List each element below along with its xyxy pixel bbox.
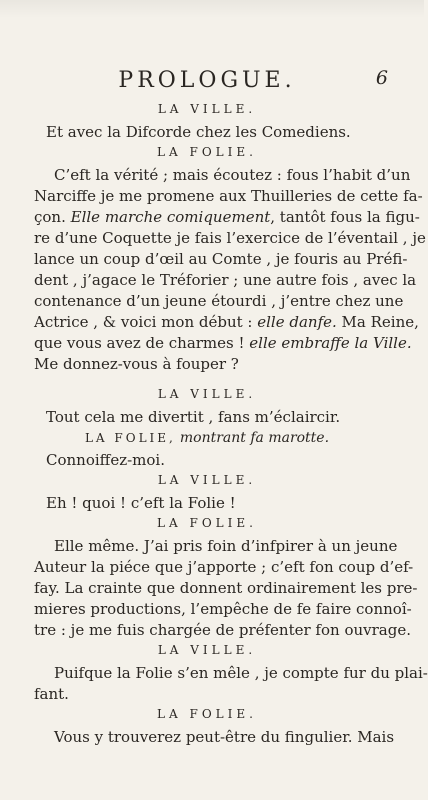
text-line-22: Vous y trouverez peut-être du fingulier. Mais: [54, 728, 395, 746]
text-line-14: Eh ! quoi ! c’eft la Folie !: [46, 494, 236, 512]
page-number: 6: [375, 67, 388, 89]
text-line-9-pre: Actrice , & voici mon début :: [34, 313, 258, 331]
text-line-3: Narciffe je me promene aux Thuilleries de cette fa-: [34, 187, 423, 205]
text-line-10-pre: que vous avez de charmes !: [34, 334, 250, 352]
text-line-12: Tout cela me divertit , fans m’éclaircir.: [46, 408, 341, 426]
text-line-10: [34, 333, 412, 354]
text-line-18: mieres productions, l’empêche de fe faire connoî-: [34, 600, 412, 618]
text-line-20: Puifque la Folie s’en mêle , je compte fur du plai-: [54, 664, 428, 682]
text-line-19: tre : je me fuis chargée de préfenter fon ouvrage.: [34, 621, 411, 639]
text-line-1: Et avec la Difcorde chez les Comediens.: [46, 123, 351, 141]
text-line-9-post: Ma Reine,: [336, 313, 419, 331]
stage-direction-1: Elle marche comiquement: [70, 208, 271, 226]
speaker-la-ville-3: LA VILLE.: [157, 473, 257, 487]
speaker-la-folie-3: LA FOLIE.: [157, 516, 257, 530]
text-line-7: dent , j’agace le Tréforier ; une autre fois , avec la: [34, 271, 417, 289]
stage-direction-2: elle danfe.: [257, 313, 337, 331]
stage-direction-4: montrant fa marotte.: [179, 430, 330, 446]
text-line-9: [34, 312, 419, 333]
text-line-6: lance un coup d’œil au Comte , je fouris au Préfi-: [34, 250, 408, 268]
speaker-la-ville-1: LA VILLE.: [157, 102, 257, 116]
text-line-21: fant.: [34, 685, 69, 703]
text-line-4: [34, 207, 420, 228]
text-line-4-pre: çon.: [34, 208, 71, 226]
text-line-8: contenance d’un jeune étourdi , j’entre chez une: [34, 292, 404, 310]
text-line-15: Elle même. J’ai pris foin d’infpirer à un jeune: [54, 537, 398, 555]
text-line-11: Me donnez-vous à fouper ?: [34, 355, 239, 373]
text-line-4-post: , tantôt fous la figu-: [270, 208, 420, 226]
speaker-la-folie-2-name: LA FOLIE,: [84, 431, 176, 445]
speaker-la-folie-2: [34, 430, 380, 446]
page-header: [34, 67, 388, 96]
stage-direction-3: elle embraffe la Ville.: [249, 334, 412, 352]
text-line-13: Connoiffez-moi.: [46, 451, 165, 469]
speaker-la-folie-4: LA FOLIE.: [157, 707, 257, 721]
running-title: PROLOGUE.: [118, 68, 296, 93]
speaker-la-folie-1: LA FOLIE.: [157, 145, 257, 159]
speaker-la-ville-2: LA VILLE.: [157, 387, 257, 401]
text-line-2: C’eft la vérité ; mais écoutez : fous l’habit d’un: [54, 166, 411, 184]
section-spacer-1: [34, 375, 380, 385]
text-line-17: fay. La crainte que donnent ordinairement les pre-: [34, 579, 418, 597]
text-line-5: re d’une Coquette je fais l’exercice de l’éventail , je: [34, 229, 426, 247]
text-line-16: Auteur la piéce que j’apporte ; c’eft fon coup d’ef-: [34, 558, 414, 576]
speaker-la-ville-4: LA VILLE.: [157, 643, 257, 657]
